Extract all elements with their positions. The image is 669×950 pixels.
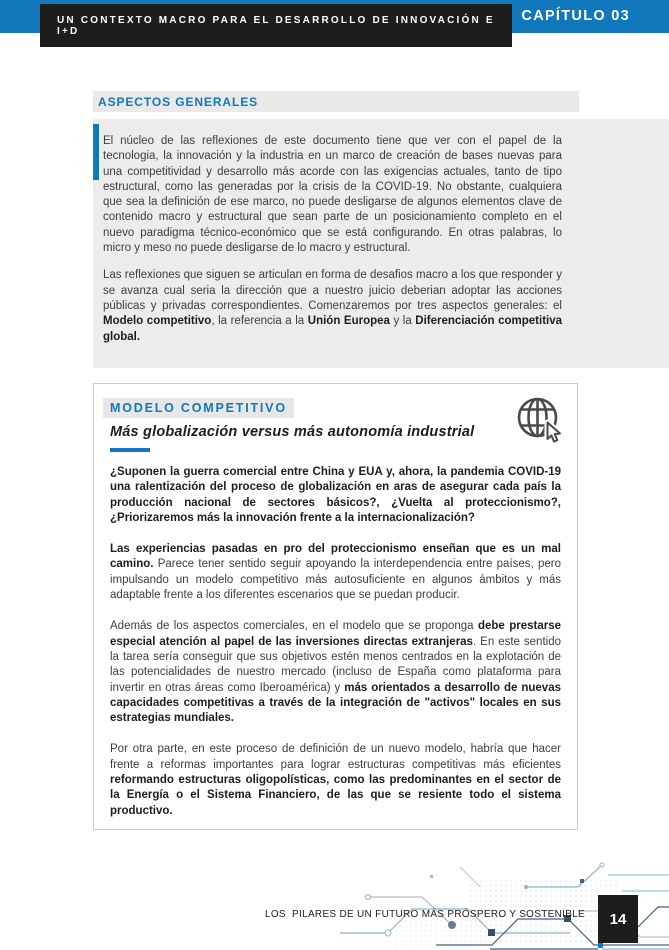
topic-card <box>93 383 578 830</box>
page-number: 14 <box>609 910 627 928</box>
card-subtitle: Más globalización versus más autonomía industrial <box>110 424 475 440</box>
intro-paragraph-1: El núcleo de las reflexiones de este documento tiene que ver con el papel de la tecnologia, la innovación y la industria en un marco de creación de bases nuevas para una competitividad y desarrollo más acorde con las exigencias actuales, tanto de tipo estructural, como las generadas por la crisis de la COVID-19. No obstante, cualquiera que sea la definición de ese marco, no puede desligarse de algunos elementos clave de contenido macro y estructural que sean parte de un posicionamiento completo en el nuevo paradigma técnico-económico que se está configurando. En otras palabras, lo micro y meso no puede desligarse de lo macro y estructural. <box>103 135 562 255</box>
page-title: UN CONTEXTO MACRO PARA EL DESARROLLO DE INNOVACIÓN E I+D <box>40 4 512 47</box>
card-paragraph-1: ¿Suponen la guerra comercial entre China y EUA y, ahora, la pandemia COVID-19 una ralentización del proceso de globalización en aras de asegurar cada país la producción nacional de sectores básicos?, ¿Vuelta al proteccionismo?, ¿Priorizaremos más la innovación frente a la internacionalización? <box>110 466 561 524</box>
intro-paragraph-2: Las reflexiones que siguen se articulan en forma de desafios macro a los que responder y se avanza cual seria la dirección que a nuestro juicio deberian adoptar las acciones públicas y privadas correspondientes. Comenzaremos por tres aspectos generales: el Modelo competitivo, la referencia a la Unión Europea y la Diferenciación competitiva global. <box>103 269 563 343</box>
accent-bar <box>93 124 99 180</box>
intro-panel <box>93 119 669 368</box>
card-paragraph-4: Por otra parte, en este proceso de definición de un nuevo modelo, habría que hacer frente a reformas importantes para lograr estructuras competitivas más eficientes reformando estructuras oligopolísticas, como las predominantes en el sector de la Energía o el Sistema Financiero, de las que se resiente todo el sistema productivo. <box>110 743 561 817</box>
page-number-box <box>598 895 638 943</box>
card-paragraph-2: Las experiencias pasadas en pro del proteccionismo enseñan que es un mal camino. Parece tener sentido seguir apoyando la interdependencia entre países, pero impulsando un modelo competitivo más autosuficiente en algunos ámbitos y más adaptable frente a los diferentes escenarios que se puedan producir. <box>110 543 561 602</box>
card-label: MODELO COMPETITIVO <box>103 398 294 418</box>
chapter-badge: CAPÍTULO 03 <box>521 8 630 24</box>
globe-cursor-icon <box>514 394 566 451</box>
subtitle-rule <box>110 448 150 452</box>
card-paragraph-3: Además de los aspectos comerciales, en el modelo que se proponga debe prestarse especial atención al papel de las inversiones directas extranjeras. En este sentido la tarea sería conseguir que sus objetivos estén menos centrados en la explotación de las potencialidades de nuestro mercado (incluso de España como plataforma para invertir en otras áreas como Iberoamérica) y más orientados a desarrollo de nuevas capacidades competitivas a través de la integración de "activos" locales en sus estrategias mundiales. <box>110 620 562 725</box>
section-label: ASPECTOS GENERALES <box>93 91 579 112</box>
footer-tagline: LOS PILARES DE UN FUTURO MÁS PRÓSPERO Y SOSTENIBLE <box>264 909 585 920</box>
